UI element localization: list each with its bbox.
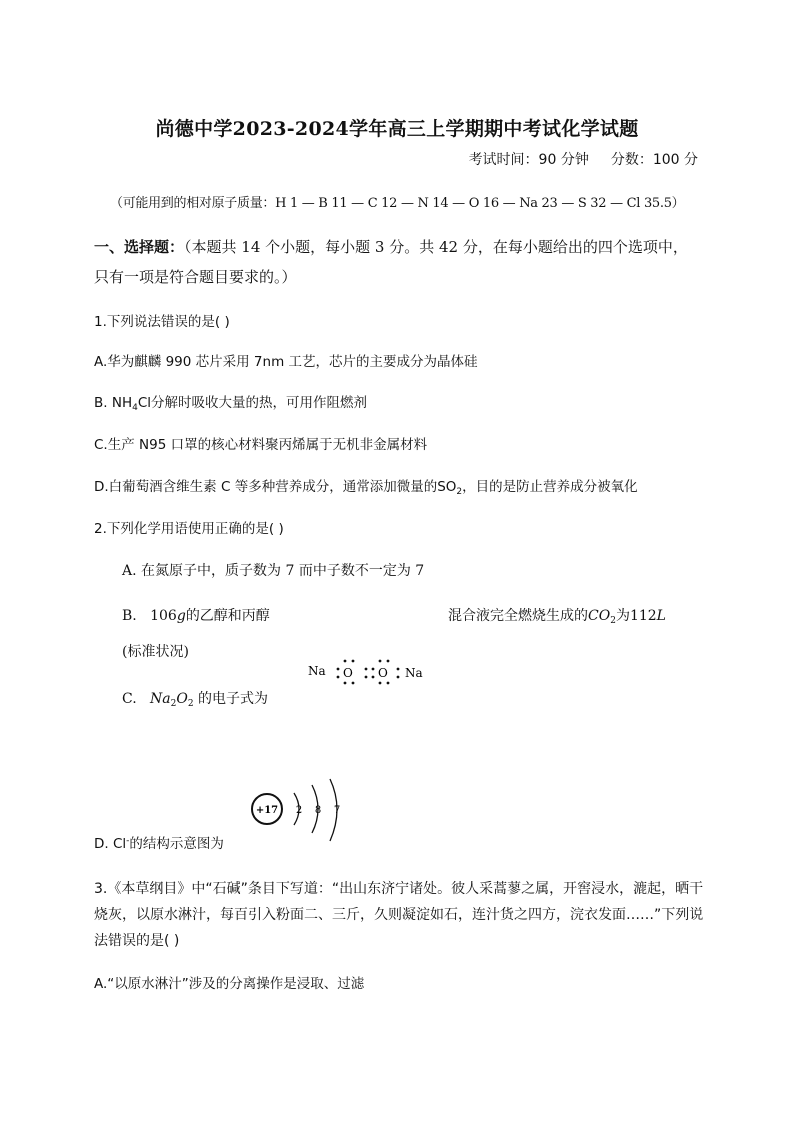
exam-time: 考试时间：90 分钟 bbox=[468, 152, 589, 168]
na2o2-electron-formula bbox=[305, 653, 425, 687]
section-1-instructions bbox=[94, 232, 700, 292]
q1-option-c: C.生产 N95 口罩的核心材料聚丙烯属于无机非金属材料 bbox=[94, 437, 428, 453]
page-title: 尚德中学2023-2024学年高三上学期期中考试化学试题 bbox=[155, 118, 639, 140]
q2-option-b-cont: (标准状况) bbox=[122, 644, 189, 660]
oxygen-1: O bbox=[343, 666, 353, 680]
q2-option-b: B. 106g的乙醇和丙醇 bbox=[122, 608, 270, 624]
na-right: Na bbox=[405, 666, 423, 680]
section-1-label: 一、选择题： bbox=[94, 238, 185, 256]
q3-stem: 3.《本草纲目》中“石碱”条目下写道：“出山东济宁诸处。彼人采蒿蓼之属，开窖浸水，漉起，晒干烧灰，以原水淋汁，每百引入粉面二、三斤，久则凝淀如石，连汁货之四方，浣衣发面……”下列说法错误的是( ) bbox=[94, 881, 704, 949]
na-left: Na bbox=[308, 664, 326, 678]
shell-1-count: 2 bbox=[295, 805, 303, 816]
q2-option-c: C. $Na_2O_2$ 的电子式为 bbox=[122, 691, 269, 709]
nucleus-charge: +17 bbox=[255, 805, 279, 816]
shell-2-count: 8 bbox=[314, 805, 322, 816]
cl-ion-structure-diagram bbox=[246, 778, 346, 844]
oxygen-2: O bbox=[378, 666, 388, 680]
q2-option-b-right: 混合液完全燃烧生成的$CO_2$为112L bbox=[448, 608, 666, 626]
q1-option-a: A.华为麒麟 990 芯片采用 7nm 工艺，芯片的主要成分为晶体硅 bbox=[94, 354, 478, 370]
q2-stem: 2.下列化学用语使用正确的是( ) bbox=[94, 521, 284, 537]
q1-option-b: B. $NH_4Cl$分解时吸收大量的热，可用作阻燃剂 bbox=[94, 395, 368, 413]
section-1-text: （本题共 14 个小题，每小题 3 分。共 42 分，在每小题给出的四个选项中，只有一项是符合题目要求的。） bbox=[94, 238, 688, 286]
q2-option-a: A. 在氮原子中，质子数为 7 而中子数不一定为 7 bbox=[122, 563, 425, 579]
q2-option-d: D. Cl-的结构示意图为 bbox=[94, 836, 224, 852]
q3-option-a: A.“以原水淋汁”涉及的分离操作是浸取、过滤 bbox=[94, 976, 365, 992]
q1-stem: 1.下列说法错误的是( ) bbox=[94, 314, 230, 330]
exam-meta bbox=[469, 149, 698, 169]
atomic-masses-note: （可能用到的相对原子质量：H 1 — B 11 — C 12 — N 14 — O 16 — Na 23 — S 32 — Cl 35.5） bbox=[110, 196, 685, 211]
exam-score: 分数：100 分 bbox=[610, 152, 698, 168]
shell-3-count: 7 bbox=[333, 805, 341, 816]
q1-option-d: D.白葡萄酒含维生素 C 等多种营养成分，通常添加微量的$SO_2$，目的是防止营养成分被氧化 bbox=[94, 479, 638, 497]
